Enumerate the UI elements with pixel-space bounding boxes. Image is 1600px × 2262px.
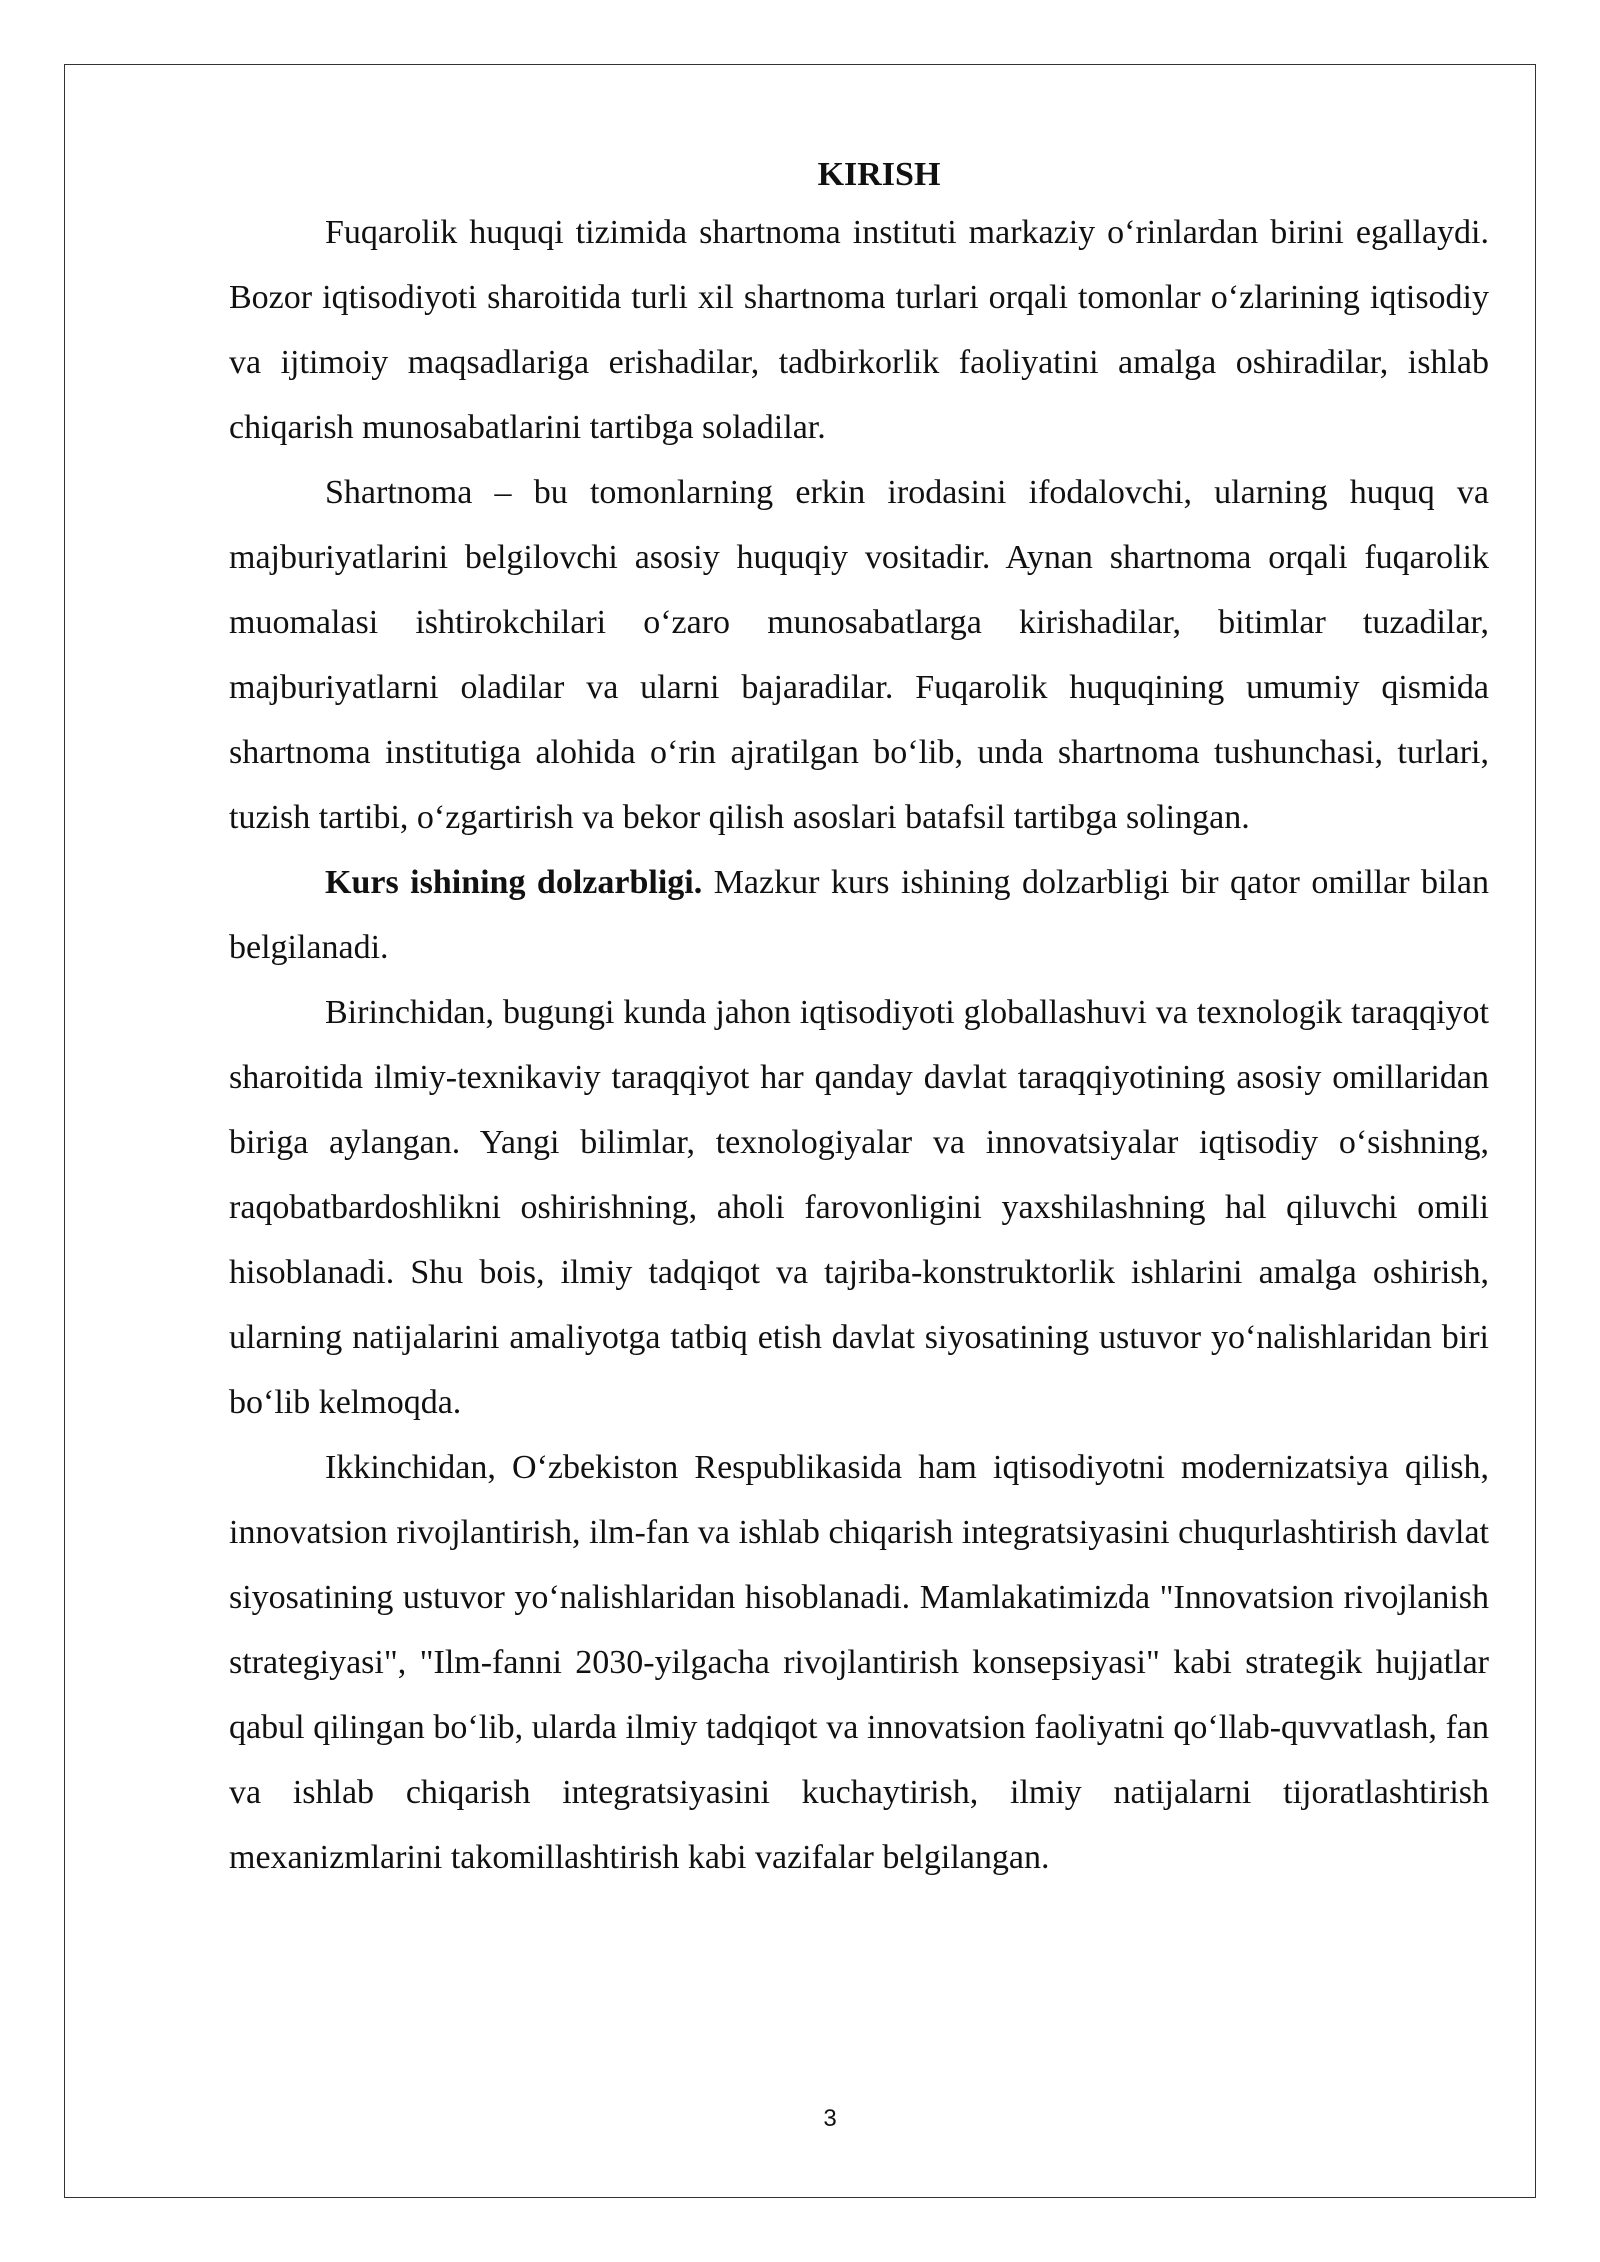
relevance-heading: Kurs ishining dolzarbligi. <box>325 864 703 901</box>
paragraph-second-factor: Ikkinchidan, O‘zbekiston Respublikasida ham iqtisodiyotni modernizatsiya qilish, innovatsion rivojlantirish, ilm-fan va ishlab chiqarish integratsiyasini chuqurlashtirish davlat siyosatining ustuvor yo‘nalishlaridan hisoblanadi. Mamlakatimizda "Innovatsion rivojlanish strategiyasi", "Ilm-fanni 2030-yilgacha rivojlantirish konsepsiyasi" kabi strategik hujjatlar qabul qilingan bo‘lib, ularda ilmiy tadqiqot va innovatsion faoliyatni qo‘llab-quvvatlash, fan va ishlab chiqarish integratsiyasini kuchaytirish, ilmiy natijalarni tijoratlashtirish mexanizmlarini takomillashtirish kabi vazifalar belgilangan. <box>229 1449 1489 1876</box>
section-title: KIRISH <box>817 156 941 193</box>
paragraph-intro: Fuqarolik huquqi tizimida shartnoma instituti markaziy o‘rinlardan birini egallaydi. Bozor iqtisodiyoti sharoitida turli xil shartnoma turlari orqali tomonlar o‘zlarining iqtisodiy va ijtimoiy maqsadlariga erishadilar, tadbirkorlik faoliyatini amalga oshiradilar, ishlab chiqarish munosabatlarini tartibga soladilar. <box>229 214 1489 446</box>
page-number: 3 <box>823 2105 837 2132</box>
page-content <box>229 150 1489 1890</box>
paragraph-relevance <box>229 850 1489 980</box>
relevance-text: Mazkur kurs ishining dolzarbligi bir qator omillar bilan belgilanadi. <box>229 864 1489 966</box>
paragraph-first-factor: Birinchidan, bugungi kunda jahon iqtisodiyoti globallashuvi va texnologik taraqqiyot sharoitida ilmiy-texnikaviy taraqqiyot har qanday davlat taraqqiyotining asosiy omillaridan biriga aylangan. Yangi bilimlar, texnologiyalar va innovatsiyalar iqtisodiy o‘sishning, raqobatbardoshlikni oshirishning, aholi farovonligini yaxshilashning hal qiluvchi omili hisoblanadi. Shu bois, ilmiy tadqiqot va tajriba-konstruktorlik ishlarini amalga oshirish, ularning natijalarini amaliyotga tatbiq etish davlat siyosatining ustuvor yo‘nalishlaridan biri bo‘lib kelmoqda. <box>229 994 1489 1421</box>
paragraph-contract-definition: Shartnoma – bu tomonlarning erkin irodasini ifodalovchi, ularning huquq va majburiyatlarini belgilovchi asosiy huquqiy vositadir. Aynan shartnoma orqali fuqarolik muomalasi ishtirokchilari o‘zaro munosabatlarga kirishadilar, bitimlar tuzadilar, majburiyatlarni oladilar va ularni bajaradilar. Fuqarolik huquqining umumiy qismida shartnoma institutiga alohida o‘rin ajratilgan bo‘lib, unda shartnoma tushunchasi, turlari, tuzish tartibi, o‘zgartirish va bekor qilish asoslari batafsil tartibga solingan. <box>229 474 1489 836</box>
